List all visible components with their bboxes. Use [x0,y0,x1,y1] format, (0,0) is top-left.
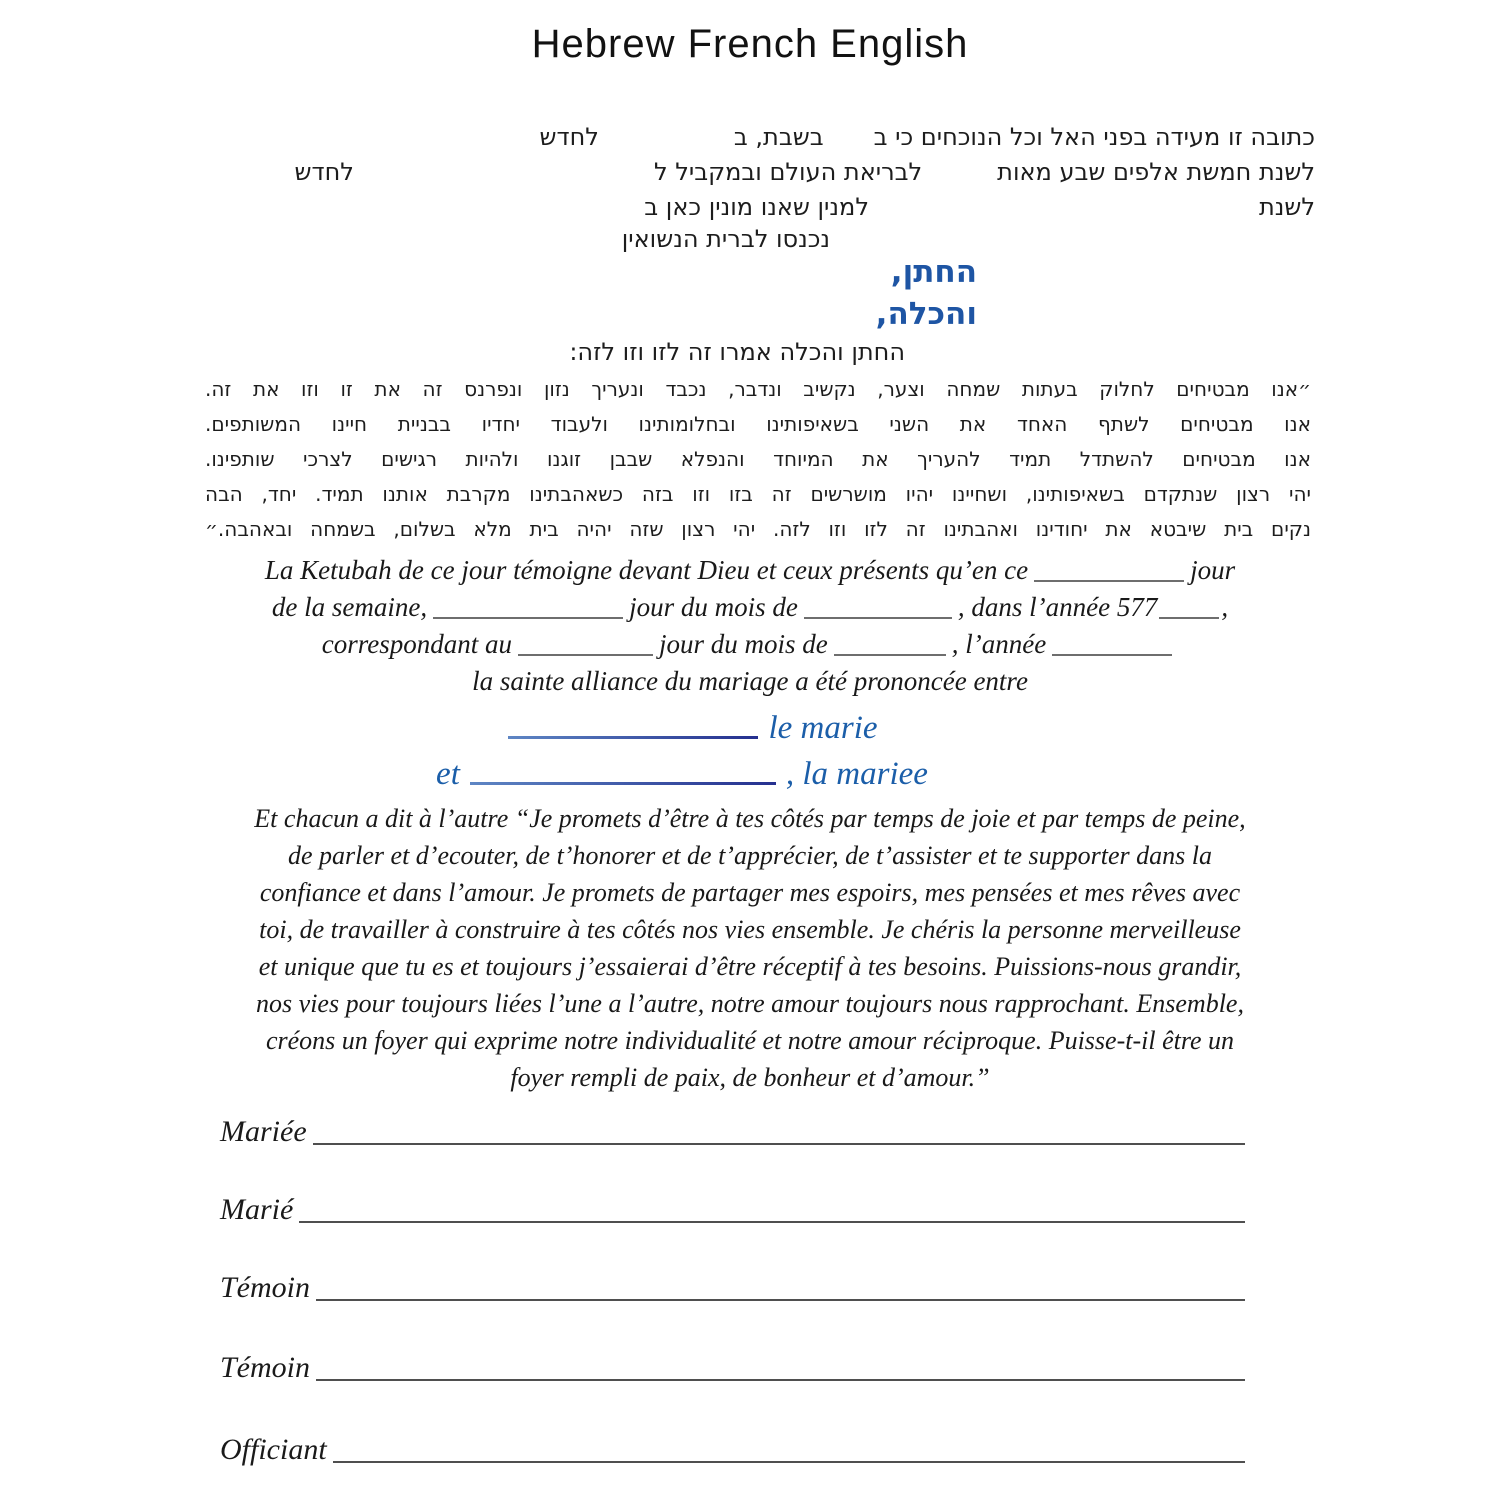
hebrew-groom-label: החתן, [890,254,977,290]
blank-month [804,615,952,619]
fill-in-gap [869,214,1259,215]
bride-name-row [117,752,1247,797]
ketubah-document [185,0,1315,1500]
french-vow-line: toi, de travailler à construire à tes côtés nos vies ensemble. Je chéris la personne merveilleuse [259,915,1241,944]
hebrew-vow-line: יהי רצון שנתקדם בשאיפותינו, ושחיינו יהיו מושרשים זה בזו וזו בזה כשאהבתינו מקרבת אותנו תמיד. יחד, הבה [205,482,1311,506]
blank-day-of-week [1034,578,1184,582]
french-intro-line-4: la sainte alliance du mariage a été prononcée entre [472,666,1028,696]
blank-civil-day [518,652,653,656]
signature-row-bride [220,1112,1245,1152]
french-intro-2c: , dans l’année 577 [957,592,1158,622]
hebrew-header-line-4 [0,222,1315,256]
signature-line [313,1141,1245,1145]
hebrew-header-3b: למנין שאנו מונין כאן ב [644,193,869,221]
hebrew-header-line-2 [185,155,1315,189]
hebrew-vows-paragraph [205,372,1311,547]
signature-label-bride: Mariée [220,1115,307,1148]
groom-name-row [123,706,1253,751]
french-intro-3c: , l’année [951,629,1047,659]
bride-label: , la mariee [785,756,928,792]
signature-line [316,1297,1245,1301]
hebrew-header-2a: לשנת חמשת אלפים שבע מאות [997,158,1315,186]
fill-in-gap [354,179,654,180]
signature-row-officiant [220,1430,1245,1470]
signature-line [299,1219,1245,1223]
signature-row-witness-1 [220,1268,1245,1308]
signature-row-witness-2 [220,1348,1245,1388]
fill-in-gap [824,144,874,145]
blank-bride-name [470,782,776,785]
french-intro-line-3 [185,626,1315,663]
french-intro-section [185,552,1315,700]
blank-groom-name [508,736,758,739]
signature-line [333,1459,1245,1463]
hebrew-header-2b: לבריאת העולם ובמקביל ל [653,158,923,186]
fill-in-gap [922,179,997,180]
hebrew-covenant-text: נכנסו לברית הנשואין [621,225,830,253]
french-intro-1a: La Ketubah de ce jour témoigne devant Dieu et ceux présents qu’en ce [264,555,1029,585]
hebrew-bride-label: והכלה, [875,296,977,332]
french-vow-line: et unique que tu es et toujours j’essaierai d’être réceptif à tes besoins. Puissions-nous grandir, [258,952,1242,981]
blank-year-hebrew [1159,615,1219,619]
bride-prefix: et [436,756,460,792]
page-title: Hebrew French English [531,22,969,66]
french-intro-3b: jour du mois de [659,629,828,659]
hebrew-said-line: החתן והכלה אמרו זה לזו וזו לזה: [569,338,905,366]
blank-civil-year [1052,652,1172,656]
signature-label-witness-1: Témoin [220,1271,310,1304]
french-vow-line: Et chacun a dit à l’autre “Je promets d’être à tes côtés par temps de joie et par temps de peine, [254,804,1246,833]
fill-in-gap [599,144,734,145]
signature-line [316,1377,1245,1381]
signature-label-witness-2: Témoin [220,1351,310,1384]
hebrew-vow-line: ״אנו מבטיחים לחלוק בעתות שמחה וצער, נקשיב ונדבר, נכבד ונעריך נזון ונפרנס זה את זו וזו את זה. [205,377,1311,401]
blank-day-of-month [433,615,623,619]
hebrew-vow-line: אנו מבטיחים לשתף האחד את השני בשאיפותינו ובחלומותינו ולעבוד יחדיו בבניית חיינו המשותפים. [205,412,1311,436]
french-intro-line-1 [185,552,1315,589]
french-intro-3a: correspondant au [321,629,513,659]
hebrew-vow-line: אנו מבטיחים להשתדל תמיד להעריך את המיוחד והנפלא שבבן זוגנו ולהיות רגישים לצרכי שותפינו. [205,447,1311,471]
hebrew-vow-line: נקים בית שיבטא את יחודינו ואהבתינו זה לזו וזו לזה. יהי רצון שזה יהיה בית מלא בשלום, בשמחה ובאהבה.״ [205,517,1311,541]
french-intro-line-2 [185,589,1315,626]
hebrew-header-1b: בשבת, ב [733,123,824,151]
blank-civil-month [834,652,946,656]
french-vow-line: nos vies pour toujours liées l’une a l’autre, notre amour toujours nous rapprochant. Ensemble, [256,989,1244,1018]
signature-row-groom [220,1190,1245,1230]
hebrew-header-1c: לחדש [539,123,599,151]
french-vow-line: créons un foyer qui exprime notre individualité et notre amour réciproque. Puisse-t-il être un [265,1026,1235,1055]
hebrew-header-line-3 [185,190,1315,224]
signature-label-officiant: Officiant [220,1433,327,1466]
hebrew-header-3a: לשנת [1258,193,1315,221]
groom-label: le marie [768,710,878,746]
french-vows-paragraph [185,800,1315,1096]
french-intro-1b: jour [1190,555,1236,585]
french-vow-line: foyer rempli de paix, de bonheur et d’amour.” [510,1063,990,1092]
hebrew-header-1a: כתובה זו מעידה בפני האל וכל הנוכחים כי ב [873,123,1315,151]
french-vow-line: de parler et d’ecouter, de t’honorer et de t’apprécier, de t’assister et te supporter dans la [287,841,1213,870]
hebrew-header-2c: לחדש [294,158,354,186]
french-intro-2b: jour du mois de [629,592,798,622]
signature-label-groom: Marié [220,1193,294,1226]
french-intro-2a: de la semaine, [271,592,428,622]
hebrew-header-line-1 [185,120,1315,154]
french-intro-2d: , [1221,592,1229,622]
french-vow-line: confiance et dans l’amour. Je promets de partager mes espoirs, mes pensées et mes rêves avec [259,878,1241,907]
